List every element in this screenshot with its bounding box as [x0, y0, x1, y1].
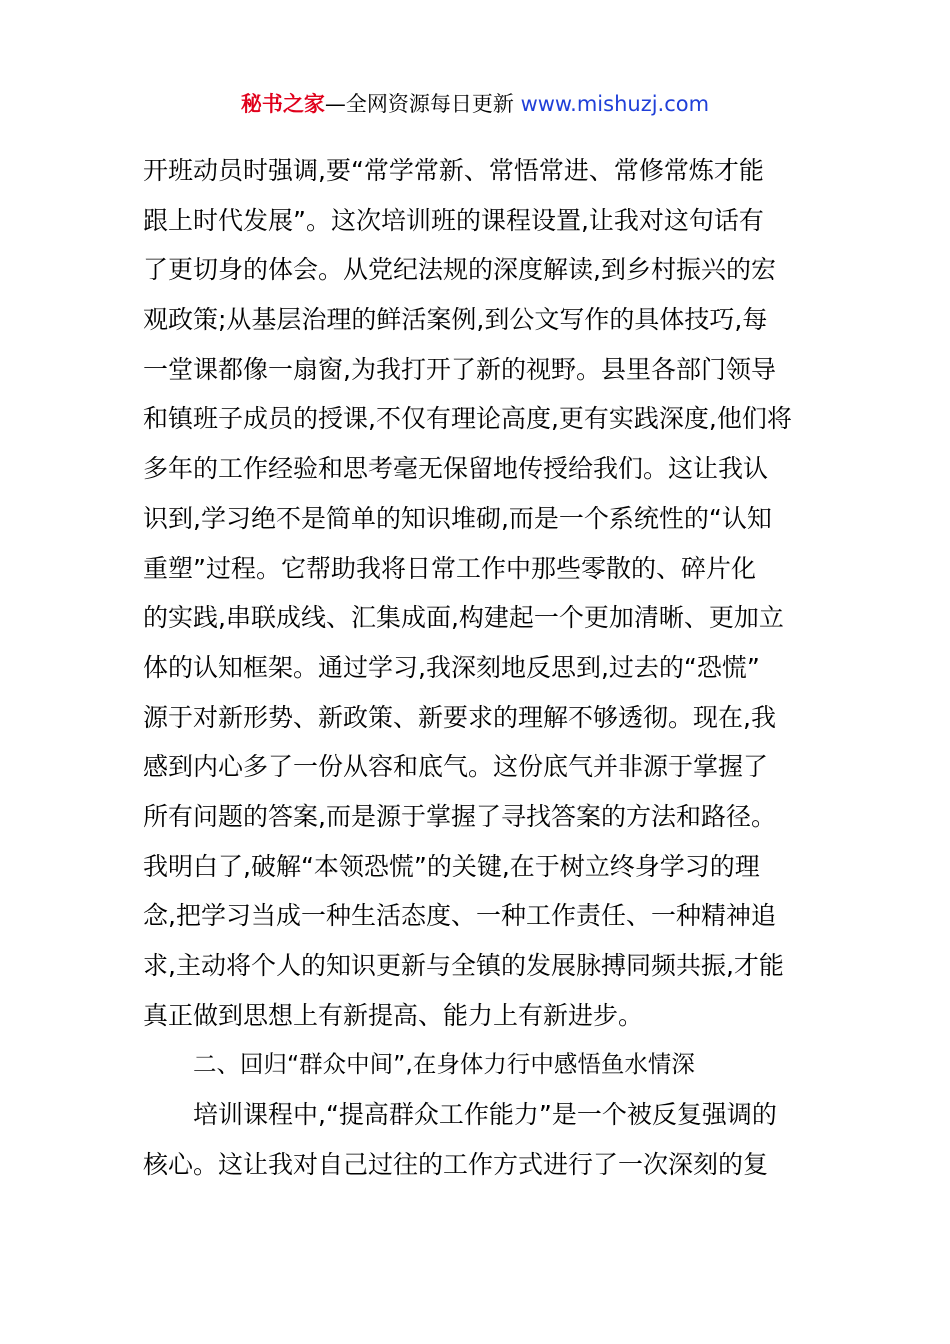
paragraph-line: 培训课程中,“提高群众工作能力”是一个被反复强调的	[193, 1100, 777, 1130]
paragraph-line: 我明白了,破解“本领恐慌”的关键,在于树立终身学习的理	[143, 851, 760, 881]
paragraph-line: 识到,学习绝不是简单的知识堆砌,而是一个系统性的“认知	[143, 503, 772, 533]
paragraph-line: 真正做到思想上有新提高、能力上有新进步。	[143, 1000, 644, 1030]
section-heading: 二、回归“群众中间”,在身体力行中感悟鱼水情深	[193, 1050, 695, 1079]
site-url-link[interactable]: www.mishuzj.com	[520, 92, 710, 116]
paragraph-line: 了更切身的体会。从党纪法规的深度解读,到乡村振兴的宏	[143, 255, 776, 285]
paragraph-line: 体的认知框架。通过学习,我深刻地反思到,过去的“恐慌”	[143, 652, 760, 682]
brand-name: 秘书之家	[240, 92, 325, 116]
paragraph-line: 跟上时代发展”。这次培训班的课程设置,让我对这句话有	[143, 205, 764, 235]
paragraph-line: 所有问题的答案,而是源于掌握了寻找答案的方法和路径。	[143, 801, 776, 831]
document-body	[143, 146, 808, 1189]
paragraph-line: 观政策;从基层治理的鲜活案例,到公文写作的具体技巧,每	[143, 305, 768, 335]
paragraph-line: 源于对新形势、新政策、新要求的理解不够透彻。现在,我	[143, 702, 776, 732]
paragraph-line: 念,把学习当成一种生活态度、一种工作责任、一种精神追	[143, 901, 776, 931]
paragraph-line: 的实践,串联成线、汇集成面,构建起一个更加清晰、更加立	[143, 603, 784, 633]
paragraph-line: 和镇班子成员的授课,不仅有理论高度,更有实践深度,他们将	[143, 404, 792, 434]
paragraph-line: 重塑”过程。它帮助我将日常工作中那些零散的、碎片化	[143, 553, 756, 583]
page-header	[0, 88, 950, 120]
paragraph-line: 开班动员时强调,要“常学常新、常悟常进、常修常炼才能	[143, 156, 764, 185]
paragraph-line: 核心。这让我对自己过往的工作方式进行了一次深刻的复	[143, 1149, 769, 1179]
paragraph-line: 一堂课都像一扇窗,为我打开了新的视野。县里各部门领导	[143, 354, 776, 384]
paragraph-line: 求,主动将个人的知识更新与全镇的发展脉搏同频共振,才能	[143, 951, 784, 980]
paragraph-line: 感到内心多了一份从容和底气。这份底气并非源于掌握了	[143, 752, 769, 782]
paragraph-line: 多年的工作经验和思考毫无保留地传授给我们。这让我认	[143, 454, 769, 484]
header-tagline: —全网资源每日更新	[324, 92, 514, 116]
